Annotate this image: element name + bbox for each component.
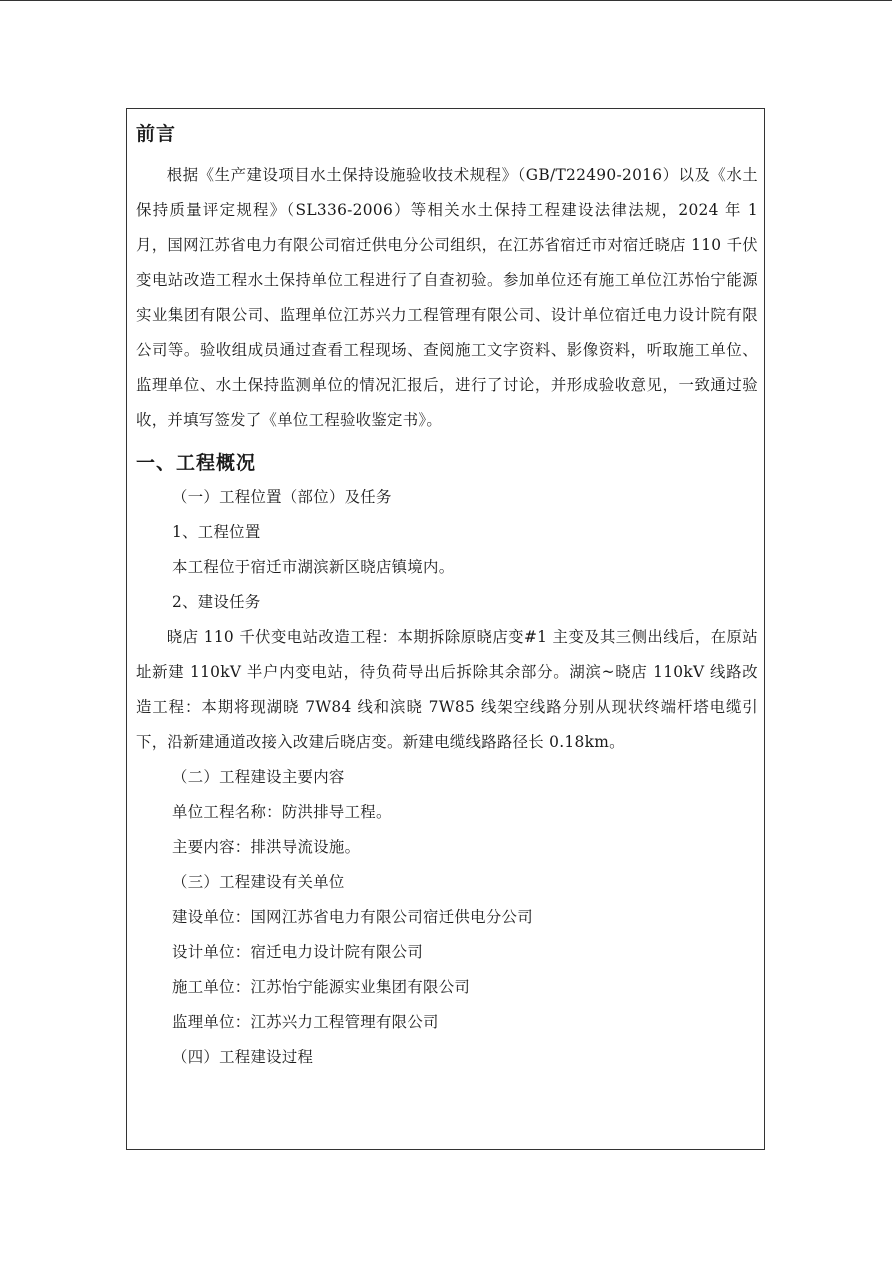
designer-unit: 设计单位：宿迁电力设计院有限公司 <box>172 943 424 961</box>
document-frame <box>126 108 765 1150</box>
item-title-construction-tasks: 2、建设任务 <box>172 593 261 611</box>
main-content-text: 主要内容：排洪导流设施。 <box>172 838 361 856</box>
construction-tasks-paragraph: 晓店 110 千伏变电站改造工程：本期拆除原晓店变#1 主变及其三侧出线后，在原站址新建 110kV 半户内变电站，待负荷导出后拆除其余部分。湖滨~晓店 110kV 线路改造工程：本期将现湖晓 7W84 线和滨晓 7W85 线架空线路分别从现状终端杆塔电缆引下，沿新建通道改接入改建后晓店变。新建电缆线路路径长 0.18km。 <box>136 628 758 751</box>
subsection-title-main-content: （二）工程建设主要内容 <box>172 768 345 786</box>
unit-project-name: 单位工程名称：防洪排导工程。 <box>172 803 392 821</box>
subsection-title-construction-process: （四）工程建设过程 <box>172 1048 314 1066</box>
section-title-project-overview: 一、工程概况 <box>136 452 257 474</box>
page-top-rule <box>0 0 892 1</box>
foreword-title: 前言 <box>136 123 177 145</box>
subsection-title-related-units: （三）工程建设有关单位 <box>172 873 345 891</box>
supervisor-unit: 监理单位：江苏兴力工程管理有限公司 <box>172 1013 439 1031</box>
subsection-title-location-tasks: （一）工程位置（部位）及任务 <box>172 488 392 506</box>
foreword-paragraph: 根据《生产建设项目水土保持设施验收技术规程》（GB/T22490-2016）以及《水土保持质量评定规程》（SL336-2006）等相关水土保持工程建设法律法规，2024 年 1 月，国网江苏省电力有限公司宿迁供电分公司组织，在江苏省宿迁市对宿迁晓店 110 千伏变电站改造工程水土保持单位工程进行了自查初验。参加单位还有施工单位江苏怡宁能源实业集团有限公司、监理单位江苏兴力工程管理有限公司、设计单位宿迁电力设计院有限公司等。验收组成员通过查看工程现场、查阅施工文字资料、影像资料，听取施工单位、监理单位、水土保持监测单位的情况汇报后，进行了讨论，并形成验收意见，一致通过验收，并填写签发了《单位工程验收鉴定书》。 <box>136 166 758 429</box>
location-text: 本工程位于宿迁市湖滨新区晓店镇境内。 <box>172 558 455 576</box>
constructor-unit: 施工单位：江苏怡宁能源实业集团有限公司 <box>172 978 471 996</box>
item-title-location: 1、工程位置 <box>172 523 261 541</box>
builder-unit: 建设单位：国网江苏省电力有限公司宿迁供电分公司 <box>172 908 533 926</box>
document-body <box>136 117 758 1075</box>
